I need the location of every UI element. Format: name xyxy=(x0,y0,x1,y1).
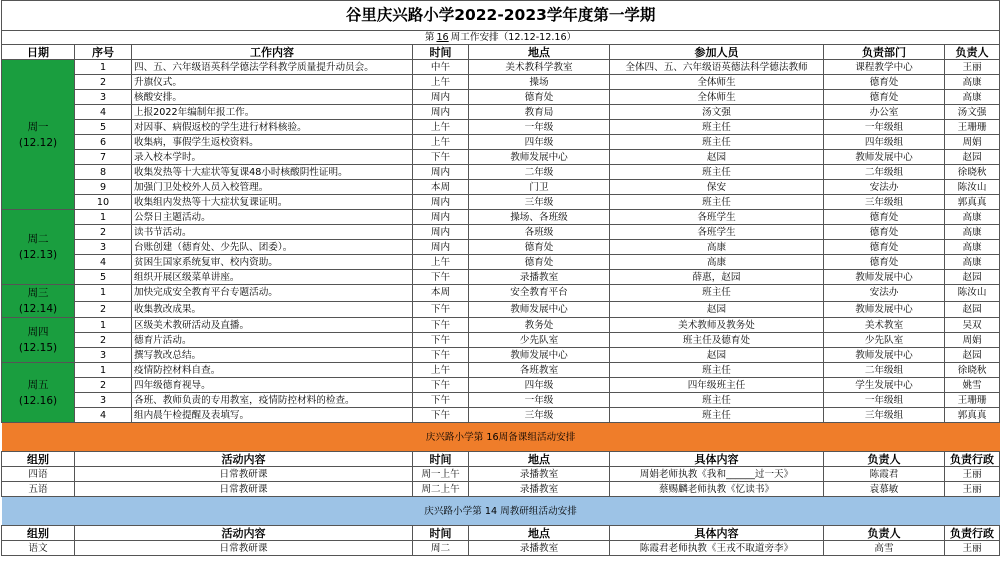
header-group: 组别 xyxy=(2,526,75,541)
header-owner: 负责人 xyxy=(824,452,945,467)
day-date: (12.15) xyxy=(18,342,58,354)
week-line xyxy=(2,31,1000,45)
row-content: 读书节活动。 xyxy=(132,225,413,240)
row-content: 德育片活动。 xyxy=(132,333,413,348)
row-participants: 四年级班主任 xyxy=(610,378,824,393)
row-place: 二年级 xyxy=(469,165,610,180)
row-dept: 一年级组 xyxy=(824,120,945,135)
row-owner: 高康 xyxy=(945,90,1000,105)
row-time: 周内 xyxy=(413,240,469,255)
row-place: 录播教室 xyxy=(469,482,610,497)
row-owner: 袁慕敏 xyxy=(824,482,945,497)
table-row xyxy=(2,363,1000,378)
row-time: 周内 xyxy=(413,105,469,120)
row-participants: 各班学生 xyxy=(610,210,824,225)
row-time: 本周 xyxy=(413,285,469,302)
table-row xyxy=(2,541,1000,556)
row-participants: 汤文强 xyxy=(610,105,824,120)
row-content: 收集教改成果。 xyxy=(132,301,413,318)
row-place: 德育处 xyxy=(469,255,610,270)
day-cell xyxy=(2,285,75,318)
row-participants: 班主任 xyxy=(610,285,824,302)
row-content: 四年级德育视导。 xyxy=(132,378,413,393)
row-place: 教师发展中心 xyxy=(469,348,610,363)
row-content: 台账创建（德育处、少先队、团委）。 xyxy=(132,240,413,255)
header-activity: 活动内容 xyxy=(75,526,413,541)
table-row xyxy=(2,378,1000,393)
row-time: 周二上午 xyxy=(413,482,469,497)
row-participants: 赵园 xyxy=(610,348,824,363)
day-cell xyxy=(2,363,75,423)
header-place: 地点 xyxy=(469,45,610,60)
row-time: 上午 xyxy=(413,75,469,90)
table-row xyxy=(2,240,1000,255)
table-row xyxy=(2,285,1000,302)
row-activity: 日常教研课 xyxy=(75,541,413,556)
row-dept: 三年级组 xyxy=(824,195,945,210)
table-row xyxy=(2,255,1000,270)
header-detail: 具体内容 xyxy=(610,452,824,467)
row-owner: 汤文强 xyxy=(945,105,1000,120)
table-row xyxy=(2,393,1000,408)
header-owner: 负责人 xyxy=(945,45,1000,60)
row-owner: 高康 xyxy=(945,225,1000,240)
header-group: 组别 xyxy=(2,452,75,467)
row-participants: 全体四、五、六年级语英德法科学德法教师 xyxy=(610,60,824,75)
row-participants: 班主任 xyxy=(610,135,824,150)
row-content: 加强门卫处校外人员入校管理。 xyxy=(132,180,413,195)
row-owner: 高康 xyxy=(945,255,1000,270)
table-row xyxy=(2,318,1000,333)
row-dept: 三年级组 xyxy=(824,408,945,423)
row-place: 各班级 xyxy=(469,225,610,240)
row-index: 10 xyxy=(75,195,132,210)
row-time: 下午 xyxy=(413,270,469,285)
row-content: 收集发热等十大症状等复课48小时核酸阴性证明。 xyxy=(132,165,413,180)
day-cell xyxy=(2,318,75,363)
row-content: 疫情防控材料自查。 xyxy=(132,363,413,378)
row-dept: 安法办 xyxy=(824,285,945,302)
row-dept: 德育处 xyxy=(824,210,945,225)
row-time: 上午 xyxy=(413,363,469,378)
schedule-sheet xyxy=(1,0,1000,556)
row-index: 2 xyxy=(75,333,132,348)
row-time: 上午 xyxy=(413,135,469,150)
row-place: 操场、各班级 xyxy=(469,210,610,225)
row-index: 5 xyxy=(75,120,132,135)
row-place: 教务处 xyxy=(469,318,610,333)
day-date: (12.14) xyxy=(18,303,58,315)
row-content: 加快完成安全教育平台专题活动。 xyxy=(132,285,413,302)
row-place: 操场 xyxy=(469,75,610,90)
row-index: 3 xyxy=(75,348,132,363)
row-place: 教师发展中心 xyxy=(469,301,610,318)
day-name: 周一 xyxy=(27,120,49,133)
row-participants: 班主任及德育处 xyxy=(610,333,824,348)
header-dept: 负责部门 xyxy=(824,45,945,60)
header-place: 地点 xyxy=(469,452,610,467)
row-participants: 各班学生 xyxy=(610,225,824,240)
row-dept: 教师发展中心 xyxy=(824,150,945,165)
row-place: 德育处 xyxy=(469,240,610,255)
row-participants: 高康 xyxy=(610,255,824,270)
row-index: 1 xyxy=(75,210,132,225)
day-date: (12.13) xyxy=(18,249,58,261)
row-time: 周内 xyxy=(413,165,469,180)
row-time: 周内 xyxy=(413,210,469,225)
table-row xyxy=(2,135,1000,150)
row-detail: 周娟老师执教《我和______过一天》 xyxy=(610,467,824,482)
row-content: 贫困生国家系统复审、校内资助。 xyxy=(132,255,413,270)
row-content: 核酸安排。 xyxy=(132,90,413,105)
row-time: 周内 xyxy=(413,90,469,105)
row-participants: 班主任 xyxy=(610,120,824,135)
table-row xyxy=(2,408,1000,423)
row-participants: 全体师生 xyxy=(610,75,824,90)
row-time: 下午 xyxy=(413,318,469,333)
week-suffix: 周工作安排（12.12-12.16） xyxy=(450,32,577,43)
day-cell xyxy=(2,60,75,210)
row-content: 录入校本学时。 xyxy=(132,150,413,165)
row-dept: 二年级组 xyxy=(824,363,945,378)
row-index: 7 xyxy=(75,150,132,165)
row-place: 三年级 xyxy=(469,408,610,423)
row-dept: 德育处 xyxy=(824,75,945,90)
table-row xyxy=(2,90,1000,105)
table-row xyxy=(2,180,1000,195)
row-participants: 班主任 xyxy=(610,363,824,378)
row-owner: 高康 xyxy=(945,210,1000,225)
header-detail: 具体内容 xyxy=(610,526,824,541)
row-dept: 少先队室 xyxy=(824,333,945,348)
row-index: 1 xyxy=(75,285,132,302)
row-time: 周内 xyxy=(413,195,469,210)
row-content: 撰写教改总结。 xyxy=(132,348,413,363)
research-banner-row xyxy=(2,497,1000,526)
row-place: 少先队室 xyxy=(469,333,610,348)
table-row xyxy=(2,165,1000,180)
section-header-row xyxy=(2,526,1000,541)
header-content: 工作内容 xyxy=(132,45,413,60)
table-row xyxy=(2,105,1000,120)
row-owner: 徐晓秋 xyxy=(945,165,1000,180)
header-time: 时间 xyxy=(413,452,469,467)
row-dept: 美术教室 xyxy=(824,318,945,333)
row-dept: 德育处 xyxy=(824,240,945,255)
section-header-row xyxy=(2,452,1000,467)
row-content: 四、五、六年级语英科学德法学科教学质量提升动员会。 xyxy=(132,60,413,75)
row-place: 一年级 xyxy=(469,120,610,135)
day-name: 周四 xyxy=(27,326,49,338)
row-participants: 赵园 xyxy=(610,150,824,165)
day-cell xyxy=(2,210,75,285)
week-prefix: 第 xyxy=(424,32,435,43)
row-time: 下午 xyxy=(413,393,469,408)
row-content: 上报2022年编制年报工作。 xyxy=(132,105,413,120)
row-time: 下午 xyxy=(413,378,469,393)
row-dept: 课程教学中心 xyxy=(824,60,945,75)
table-row xyxy=(2,75,1000,90)
row-time: 周内 xyxy=(413,225,469,240)
table-row xyxy=(2,60,1000,75)
table-row xyxy=(2,348,1000,363)
row-index: 2 xyxy=(75,75,132,90)
row-dept: 一年级组 xyxy=(824,393,945,408)
row-content: 收集组内发热等十大症状复课证明。 xyxy=(132,195,413,210)
table-row xyxy=(2,333,1000,348)
row-time: 下午 xyxy=(413,408,469,423)
row-owner: 高康 xyxy=(945,75,1000,90)
header-place: 地点 xyxy=(469,526,610,541)
header-owner: 负责人 xyxy=(824,526,945,541)
row-participants: 班主任 xyxy=(610,393,824,408)
row-dept: 教师发展中心 xyxy=(824,348,945,363)
row-owner: 赵园 xyxy=(945,150,1000,165)
row-dept: 教师发展中心 xyxy=(824,270,945,285)
row-index: 2 xyxy=(75,225,132,240)
row-index: 4 xyxy=(75,255,132,270)
row-owner: 高雪 xyxy=(824,541,945,556)
row-place: 教育局 xyxy=(469,105,610,120)
row-index: 5 xyxy=(75,270,132,285)
row-index: 2 xyxy=(75,301,132,318)
row-time: 上午 xyxy=(413,120,469,135)
row-content: 组织开展区级菜单讲座。 xyxy=(132,270,413,285)
row-time: 下午 xyxy=(413,301,469,318)
row-dept: 四年级组 xyxy=(824,135,945,150)
row-place: 教师发展中心 xyxy=(469,150,610,165)
row-index: 1 xyxy=(75,60,132,75)
row-owner: 陈霞君 xyxy=(824,467,945,482)
row-place: 一年级 xyxy=(469,393,610,408)
row-detail: 陈霞君老师执教《王戎不取道旁李》 xyxy=(610,541,824,556)
header-admin: 负责行政 xyxy=(945,526,1000,541)
row-place: 三年级 xyxy=(469,195,610,210)
row-index: 4 xyxy=(75,408,132,423)
row-content: 各班、教师负责的专用教室，疫情防控材料的检查。 xyxy=(132,393,413,408)
prep-banner: 庆兴路小学第 16周备课组活动安排 xyxy=(2,423,1000,452)
table-row xyxy=(2,301,1000,318)
row-index: 8 xyxy=(75,165,132,180)
row-time: 周二 xyxy=(413,541,469,556)
row-owner: 赵园 xyxy=(945,348,1000,363)
header-activity: 活动内容 xyxy=(75,452,413,467)
row-participants: 班主任 xyxy=(610,195,824,210)
row-activity: 日常教研课 xyxy=(75,482,413,497)
row-index: 3 xyxy=(75,90,132,105)
row-dept: 二年级组 xyxy=(824,165,945,180)
header-participants: 参加人员 xyxy=(610,45,824,60)
table-row xyxy=(2,150,1000,165)
row-participants: 美术教师及教务处 xyxy=(610,318,824,333)
row-index: 1 xyxy=(75,363,132,378)
row-place: 录播教室 xyxy=(469,270,610,285)
row-owner: 吴双 xyxy=(945,318,1000,333)
row-owner: 郭真真 xyxy=(945,408,1000,423)
table-row xyxy=(2,210,1000,225)
row-place: 安全教育平台 xyxy=(469,285,610,302)
day-name: 周三 xyxy=(27,287,49,299)
table-row xyxy=(2,225,1000,240)
row-participants: 班主任 xyxy=(610,165,824,180)
row-content: 公祭日主题活动。 xyxy=(132,210,413,225)
row-dept: 德育处 xyxy=(824,90,945,105)
row-content: 收集病，事假学生返校资料。 xyxy=(132,135,413,150)
row-dept: 德育处 xyxy=(824,255,945,270)
row-time: 下午 xyxy=(413,333,469,348)
table-row xyxy=(2,120,1000,135)
row-detail: 蔡赐麟老师执教《忆读书》 xyxy=(610,482,824,497)
day-date: (12.12) xyxy=(18,136,58,149)
row-owner: 姚雪 xyxy=(945,378,1000,393)
row-owner: 郭真真 xyxy=(945,195,1000,210)
week-number: 16 xyxy=(436,32,449,43)
row-group: 语文 xyxy=(2,541,75,556)
row-owner: 王丽 xyxy=(945,60,1000,75)
day-name: 周二 xyxy=(27,233,49,245)
row-owner: 赵园 xyxy=(945,301,1000,318)
day-date: (12.16) xyxy=(18,394,58,407)
row-participants: 高康 xyxy=(610,240,824,255)
row-time: 周一上午 xyxy=(413,467,469,482)
row-owner: 周娟 xyxy=(945,333,1000,348)
row-index: 9 xyxy=(75,180,132,195)
row-participants: 保安 xyxy=(610,180,824,195)
row-place: 录播教室 xyxy=(469,541,610,556)
row-group: 四语 xyxy=(2,467,75,482)
row-dept: 德育处 xyxy=(824,225,945,240)
row-group: 五语 xyxy=(2,482,75,497)
row-admin: 王丽 xyxy=(945,467,1000,482)
research-banner: 庆兴路小学第 14 周教研组活动安排 xyxy=(2,497,1000,526)
header-time: 时间 xyxy=(413,526,469,541)
row-index: 6 xyxy=(75,135,132,150)
row-owner: 陈汝山 xyxy=(945,180,1000,195)
row-index: 3 xyxy=(75,240,132,255)
row-time: 中午 xyxy=(413,60,469,75)
row-owner: 周娟 xyxy=(945,135,1000,150)
row-owner: 王珊珊 xyxy=(945,120,1000,135)
row-time: 下午 xyxy=(413,150,469,165)
row-owner: 徐晓秋 xyxy=(945,363,1000,378)
row-activity: 日常教研课 xyxy=(75,467,413,482)
row-content: 升旗仪式。 xyxy=(132,75,413,90)
main-header-row xyxy=(2,45,1000,60)
row-participants: 全体师生 xyxy=(610,90,824,105)
row-place: 四年级 xyxy=(469,135,610,150)
row-owner: 王珊珊 xyxy=(945,393,1000,408)
header-admin: 负责行政 xyxy=(945,452,1000,467)
row-dept: 学生发展中心 xyxy=(824,378,945,393)
sheet-title: 谷里庆兴路小学2022-2023学年度第一学期 xyxy=(2,1,1000,31)
row-place: 德育处 xyxy=(469,90,610,105)
table-row xyxy=(2,195,1000,210)
header-date: 日期 xyxy=(2,45,75,60)
row-place: 各班教室 xyxy=(469,363,610,378)
row-index: 1 xyxy=(75,318,132,333)
row-dept: 教师发展中心 xyxy=(824,301,945,318)
row-place: 门卫 xyxy=(469,180,610,195)
row-content: 对因事、病假返校的学生进行材料核验。 xyxy=(132,120,413,135)
table-row xyxy=(2,467,1000,482)
row-participants: 班主任 xyxy=(610,408,824,423)
row-content: 区级美术教研活动及直播。 xyxy=(132,318,413,333)
row-owner: 陈汝山 xyxy=(945,285,1000,302)
row-place: 美术教科学教室 xyxy=(469,60,610,75)
row-time: 下午 xyxy=(413,348,469,363)
row-dept: 办公室 xyxy=(824,105,945,120)
row-time: 本周 xyxy=(413,180,469,195)
prep-banner-row xyxy=(2,423,1000,452)
row-content: 组内晨午检提醒及表填写。 xyxy=(132,408,413,423)
row-index: 4 xyxy=(75,105,132,120)
row-index: 3 xyxy=(75,393,132,408)
day-name: 周五 xyxy=(27,378,49,391)
row-participants: 赵园 xyxy=(610,301,824,318)
row-time: 上午 xyxy=(413,255,469,270)
row-participants: 薛惠，赵园 xyxy=(610,270,824,285)
row-index: 2 xyxy=(75,378,132,393)
row-owner: 赵园 xyxy=(945,270,1000,285)
header-time: 时间 xyxy=(413,45,469,60)
header-index: 序号 xyxy=(75,45,132,60)
row-admin: 王丽 xyxy=(945,541,1000,556)
table-row xyxy=(2,482,1000,497)
row-admin: 王丽 xyxy=(945,482,1000,497)
table-row xyxy=(2,270,1000,285)
row-place: 四年级 xyxy=(469,378,610,393)
row-owner: 高康 xyxy=(945,240,1000,255)
row-dept: 安法办 xyxy=(824,180,945,195)
row-place: 录播教室 xyxy=(469,467,610,482)
